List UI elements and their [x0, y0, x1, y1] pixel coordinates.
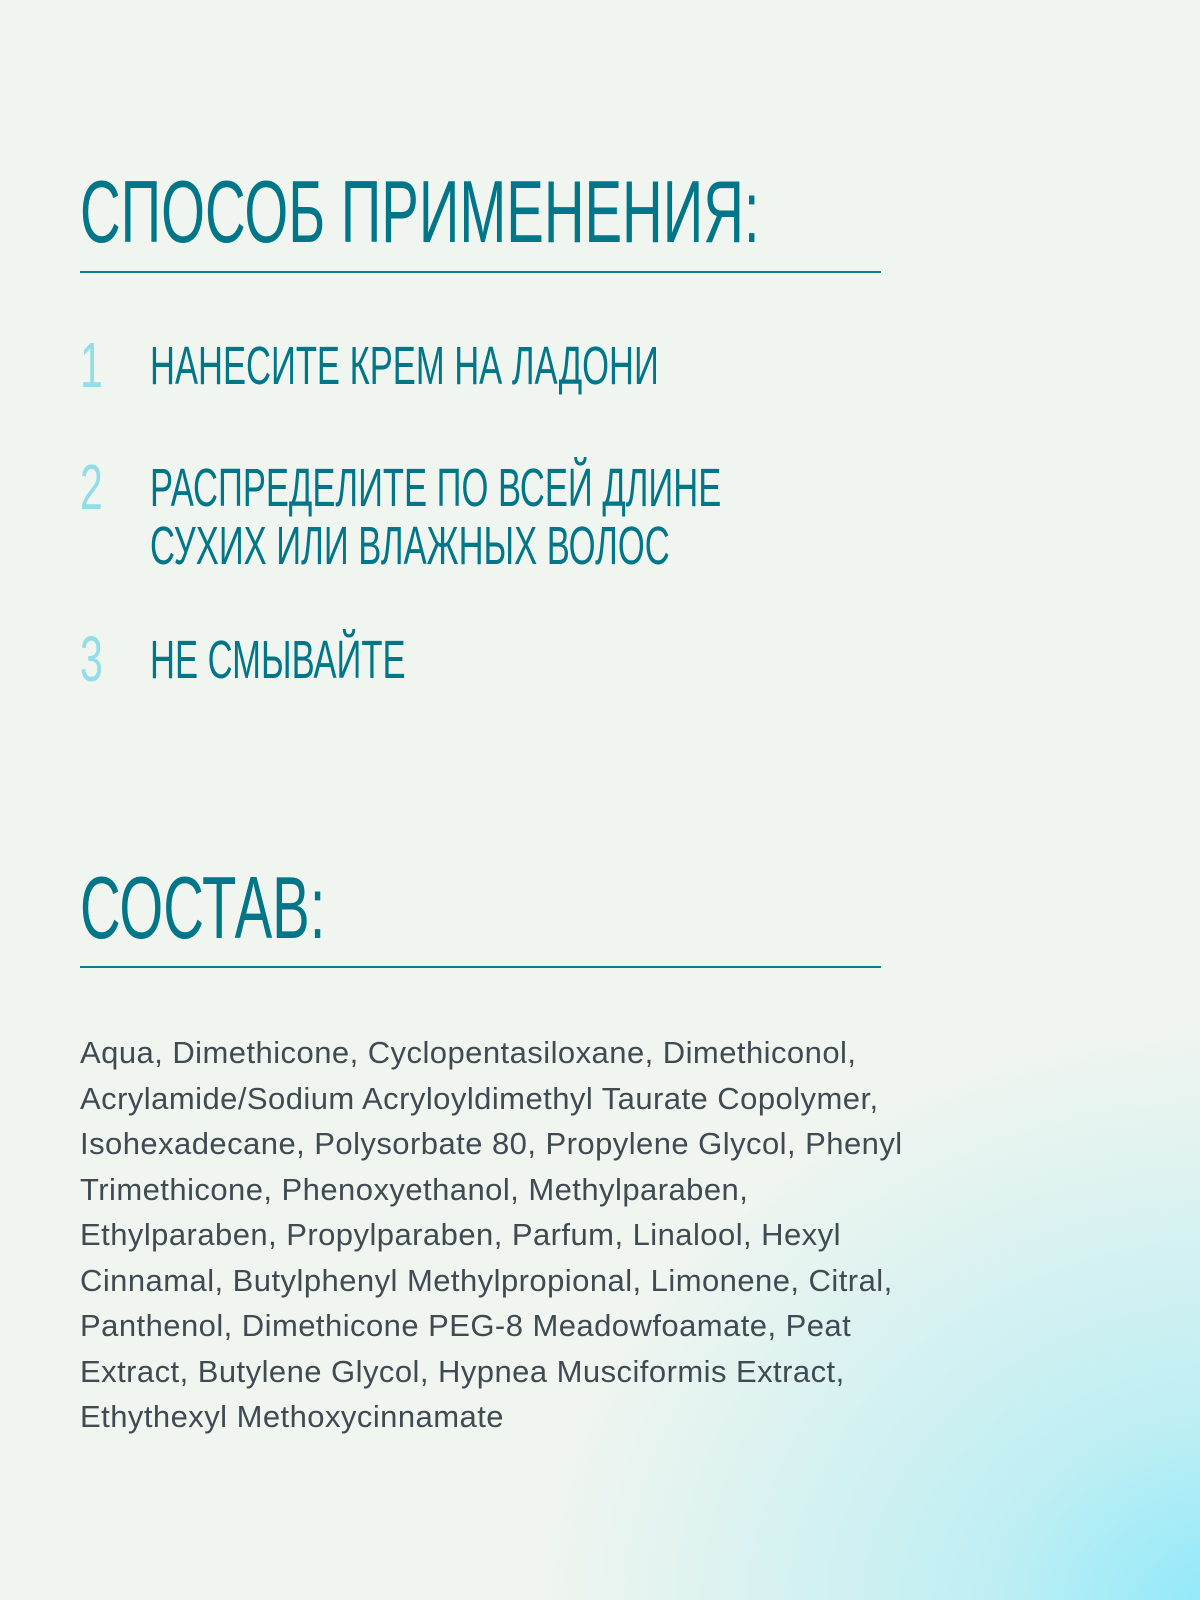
step-number: 1 — [80, 329, 103, 401]
step-number: 3 — [80, 623, 103, 695]
ingredients-line: Acrylamide/Sodium Acryloyldimethyl Taurate Copolymer, — [80, 1080, 879, 1116]
composition-divider — [80, 966, 881, 968]
ingredients-line: Extract, Butylene Glycol, Hypnea Musciformis Extract, — [80, 1353, 845, 1389]
ingredients-line: Panthenol, Dimethicone PEG-8 Meadowfoamate, Peat — [80, 1308, 852, 1343]
ingredients-line: Aqua, Dimethicone, Cyclopentasiloxane, Dimethiconol, — [80, 1035, 857, 1070]
ingredients-line: Cinnamal, Butylphenyl Methylpropional, Limonene, Citral, — [80, 1262, 893, 1298]
step-number: 2 — [80, 451, 103, 523]
step-text: НАНЕСИТЕ КРЕМ НА ЛАДОНИ — [150, 336, 659, 396]
step-text: РАСПРЕДЕЛИТЕ ПО ВСЕЙ ДЛИНЕ СУХИХ ИЛИ ВЛАЖНЫХ ВОЛОС — [150, 458, 722, 576]
step-text: НЕ СМЫВАЙТЕ — [150, 630, 406, 690]
usage-title: СПОСОБ ПРИМЕНЕНИЯ: — [80, 162, 760, 261]
ingredients-list — [80, 1030, 903, 1440]
ingredients-line: Trimethicone, Phenoxyethanol, Methylparaben, — [80, 1171, 749, 1207]
ingredients-line: Ethylparaben, Propylparaben, Parfum, Linalool, Hexyl — [80, 1217, 841, 1252]
usage-divider — [80, 271, 881, 273]
ingredients-line: Ethythexyl Methoxycinnamate — [80, 1399, 504, 1434]
ingredients-line: Isohexadecane, Polysorbate 80, Propylene Glycol, Phenyl — [80, 1126, 903, 1161]
composition-title: СОСТАВ: — [80, 858, 326, 957]
